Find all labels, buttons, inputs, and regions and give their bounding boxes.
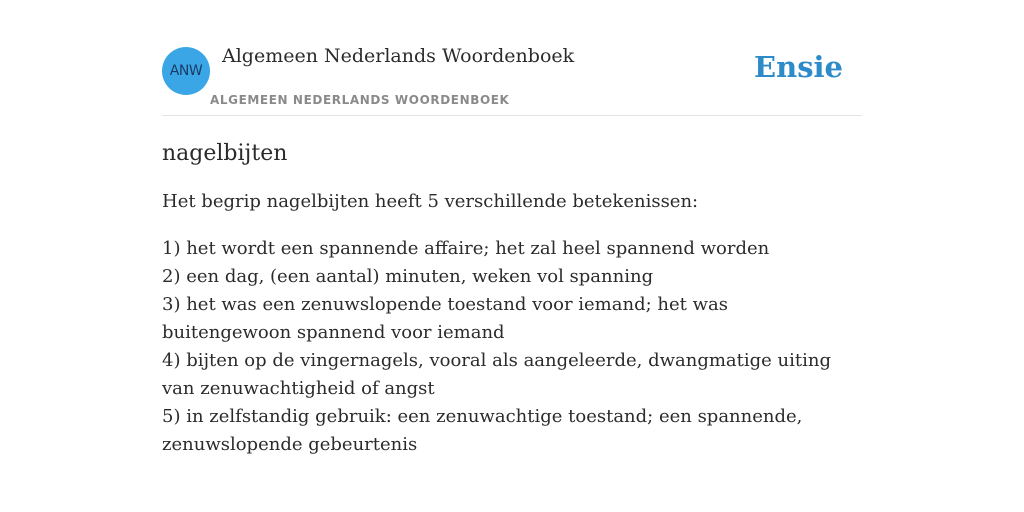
entry-word: nagelbijten [162, 141, 288, 166]
meaning-item: 5) in zelfstandig gebruik: een zenuwachtige toestand; een spannende, zenuwslopende gebeurtenis [162, 406, 803, 455]
dictionary-subtitle: ALGEMEEN NEDERLANDS WOORDENBOEK [210, 93, 510, 107]
entry-content [162, 138, 862, 459]
meaning-item: 3) het was een zenuwslopende toestand voor iemand; het was buitengewoon spannend voor iemand [162, 294, 728, 343]
anw-logo[interactable] [162, 47, 210, 95]
ensie-logo[interactable]: Ensie [754, 50, 843, 84]
meaning-item: 2) een dag, (een aantal) minuten, weken vol spanning [162, 266, 654, 287]
entry-intro: Het begrip nagelbijten heeft 5 verschillende betekenissen: [162, 191, 699, 212]
meanings-list [162, 235, 862, 459]
dictionary-title[interactable]: Algemeen Nederlands Woordenboek [222, 45, 575, 67]
dictionary-header [162, 0, 862, 116]
meaning-item: 4) bijten op de vingernagels, vooral als aangeleerde, dwangmatige uiting van zenuwachtigheid of angst [162, 350, 832, 399]
meaning-item: 1) het wordt een spannende affaire; het zal heel spannend worden [162, 238, 770, 259]
anw-logo-text: ANW [169, 63, 203, 79]
